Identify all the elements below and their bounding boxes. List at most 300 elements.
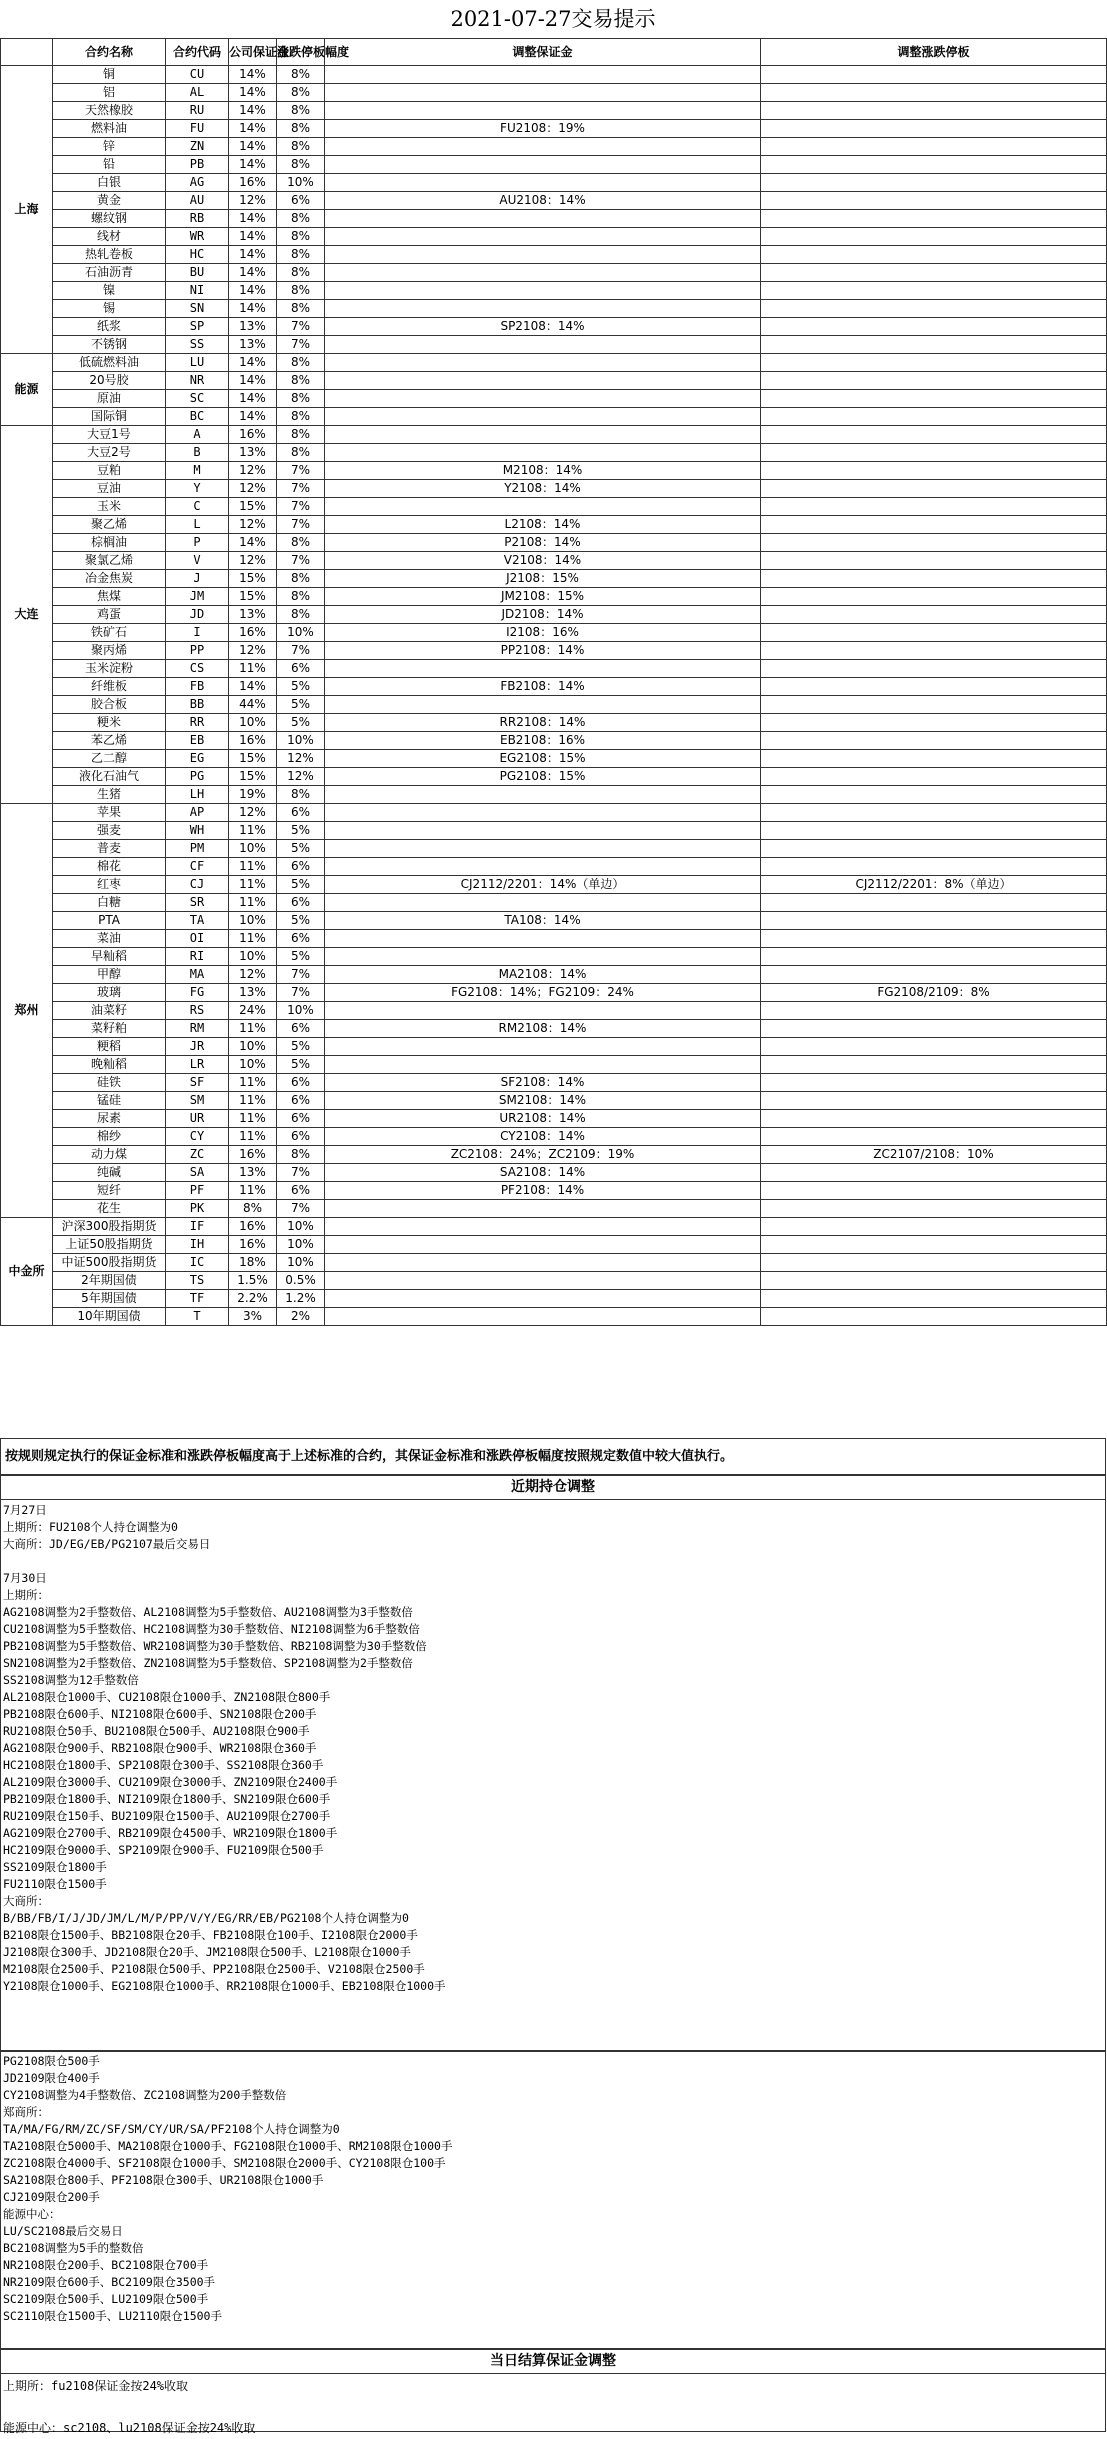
company-margin: 14% [229, 66, 277, 84]
table-row [1, 1236, 1107, 1254]
price-limit: 7% [277, 516, 325, 534]
company-margin: 11% [229, 1074, 277, 1092]
company-margin: 11% [229, 894, 277, 912]
adjusted-limit [761, 1308, 1107, 1326]
price-limit: 8% [277, 66, 325, 84]
contract-code: CJ [166, 876, 229, 894]
adjusted-limit [761, 822, 1107, 840]
adjusted-limit [761, 696, 1107, 714]
adjusted-margin [325, 444, 761, 462]
contract-name: 锡 [53, 300, 166, 318]
adjusted-limit [761, 624, 1107, 642]
price-limit: 6% [277, 1020, 325, 1038]
adjusted-limit [761, 408, 1107, 426]
header-code: 合约代码 [166, 39, 229, 66]
contract-name: 螺纹钢 [53, 210, 166, 228]
adjusted-limit [761, 930, 1107, 948]
price-limit: 8% [277, 246, 325, 264]
table-row [1, 390, 1107, 408]
text-line: 上期所：FU2108个人持仓调整为0 [3, 1520, 178, 1534]
contract-code: ZN [166, 138, 229, 156]
contract-name: 尿素 [53, 1110, 166, 1128]
price-limit: 5% [277, 1056, 325, 1074]
contract-name: 中证500股指期货 [53, 1254, 166, 1272]
table-row [1, 840, 1107, 858]
adjusted-limit [761, 228, 1107, 246]
adjusted-margin: UR2108：14% [325, 1110, 761, 1128]
table-row [1, 282, 1107, 300]
table-row [1, 552, 1107, 570]
adjusted-limit [761, 372, 1107, 390]
price-limit: 5% [277, 912, 325, 930]
adjusted-limit [761, 678, 1107, 696]
table-row [1, 696, 1107, 714]
adjusted-margin [325, 948, 761, 966]
contract-code: PF [166, 1182, 229, 1200]
text-line: ZC2108限仓4000手、SF2108限仓1000手、SM2108限仓2000手、CY2108限仓100手 [3, 2156, 446, 2170]
table-row [1, 246, 1107, 264]
contract-name: 花生 [53, 1200, 166, 1218]
adjusted-margin: JD2108：14% [325, 606, 761, 624]
adjusted-limit [761, 498, 1107, 516]
company-margin: 8% [229, 1200, 277, 1218]
adjusted-margin: MA2108：14% [325, 966, 761, 984]
company-margin: 12% [229, 552, 277, 570]
contract-code: JD [166, 606, 229, 624]
contract-code: L [166, 516, 229, 534]
table-row [1, 372, 1107, 390]
adjusted-limit [761, 84, 1107, 102]
table-row [1, 156, 1107, 174]
contract-code: CS [166, 660, 229, 678]
company-margin: 14% [229, 228, 277, 246]
company-margin: 16% [229, 624, 277, 642]
contract-code: UR [166, 1110, 229, 1128]
price-limit: 2% [277, 1308, 325, 1326]
contract-code: PG [166, 768, 229, 786]
company-margin: 14% [229, 84, 277, 102]
company-margin: 11% [229, 876, 277, 894]
company-margin: 14% [229, 534, 277, 552]
contract-code: CU [166, 66, 229, 84]
table-row [1, 192, 1107, 210]
contract-code: JM [166, 588, 229, 606]
price-limit: 10% [277, 1236, 325, 1254]
contract-code: SS [166, 336, 229, 354]
company-margin: 19% [229, 786, 277, 804]
text-line: LU/SC2108最后交易日 [3, 2224, 123, 2238]
contract-name: 棉花 [53, 858, 166, 876]
adjusted-margin [325, 930, 761, 948]
adjusted-margin: CJ2112/2201：14%（单边） [325, 876, 761, 894]
contract-name: 豆粕 [53, 462, 166, 480]
contract-name: 白糖 [53, 894, 166, 912]
contract-code: ZC [166, 1146, 229, 1164]
company-margin: 14% [229, 408, 277, 426]
exchange-name: 大连 [1, 426, 53, 804]
contract-name: 鸡蛋 [53, 606, 166, 624]
company-margin: 11% [229, 822, 277, 840]
company-margin: 12% [229, 966, 277, 984]
contract-name: 锌 [53, 138, 166, 156]
price-limit: 5% [277, 948, 325, 966]
adjusted-margin [325, 282, 761, 300]
company-margin: 12% [229, 462, 277, 480]
contract-code: PK [166, 1200, 229, 1218]
contract-code: SF [166, 1074, 229, 1092]
adjusted-limit: FG2108/2109：8% [761, 984, 1107, 1002]
table-row [1, 84, 1107, 102]
adjusted-limit [761, 282, 1107, 300]
company-margin: 12% [229, 516, 277, 534]
text-line: Y2108限仓1000手、EG2108限仓1000手、RR2108限仓1000手、EB2108限仓1000手 [3, 1979, 446, 1993]
table-row [1, 174, 1107, 192]
contract-code: WR [166, 228, 229, 246]
adjusted-limit [761, 1020, 1107, 1038]
contract-name: 铅 [53, 156, 166, 174]
table-row [1, 480, 1107, 498]
text-line: SC2110限仓1500手、LU2110限仓1500手 [3, 2309, 222, 2323]
header-exchange [1, 39, 53, 66]
table-row [1, 1200, 1107, 1218]
contract-name: 纸浆 [53, 318, 166, 336]
adjusted-limit [761, 1218, 1107, 1236]
adjusted-limit [761, 750, 1107, 768]
table-row [1, 102, 1107, 120]
text-line: AG2108调整为2手整数倍、AL2108调整为5手整数倍、AU2108调整为3手整数倍 [3, 1605, 413, 1619]
table-row [1, 66, 1107, 84]
adjusted-limit [761, 534, 1107, 552]
contract-code: LH [166, 786, 229, 804]
company-margin: 14% [229, 102, 277, 120]
contract-code: AU [166, 192, 229, 210]
table-row [1, 822, 1107, 840]
text-line: 能源中心：sc2108、lu2108保证金按24%收取 [3, 2421, 256, 2435]
price-limit: 12% [277, 750, 325, 768]
contract-name: 纤维板 [53, 678, 166, 696]
text-line: RU2108限仓50手、BU2108限仓500手、AU2108限仓900手 [3, 1724, 310, 1738]
price-limit: 6% [277, 930, 325, 948]
adjusted-limit [761, 462, 1107, 480]
text-line: HC2109限仓9000手、SP2109限仓900手、FU2109限仓500手 [3, 1843, 324, 1857]
position-title: 近期持仓调整 [1, 1475, 1105, 1500]
contract-name: 线材 [53, 228, 166, 246]
header-adj-margin: 调整保证金 [325, 39, 761, 66]
adjusted-margin [325, 660, 761, 678]
exchange-name: 郑州 [1, 804, 53, 1218]
price-limit: 6% [277, 1074, 325, 1092]
adjusted-limit: CJ2112/2201：8%（单边） [761, 876, 1107, 894]
price-limit: 1.2% [277, 1290, 325, 1308]
adjusted-limit [761, 210, 1107, 228]
position-section [0, 1474, 1106, 2052]
contract-code: C [166, 498, 229, 516]
company-margin: 1.5% [229, 1272, 277, 1290]
price-limit: 5% [277, 1038, 325, 1056]
table-row [1, 1020, 1107, 1038]
contract-name: 粳米 [53, 714, 166, 732]
text-line: CU2108调整为5手整数倍、HC2108调整为30手整数倍、NI2108调整为6手整数倍 [3, 1622, 420, 1636]
contract-name: 热轧卷板 [53, 246, 166, 264]
contract-name: 天然橡胶 [53, 102, 166, 120]
adjusted-margin [325, 138, 761, 156]
contract-name: 粳稻 [53, 1038, 166, 1056]
adjusted-margin: EB2108：16% [325, 732, 761, 750]
contract-name: 苯乙烯 [53, 732, 166, 750]
table-row [1, 1164, 1107, 1182]
text-line: B2108限仓1500手、BB2108限仓20手、FB2108限仓100手、I2108限仓2000手 [3, 1928, 418, 1942]
company-margin: 15% [229, 750, 277, 768]
table-row [1, 660, 1107, 678]
adjusted-margin [325, 210, 761, 228]
price-limit: 8% [277, 1146, 325, 1164]
contract-code: OI [166, 930, 229, 948]
contract-code: TF [166, 1290, 229, 1308]
price-limit: 6% [277, 1110, 325, 1128]
adjusted-limit [761, 192, 1107, 210]
contract-code: MA [166, 966, 229, 984]
table-row [1, 750, 1107, 768]
adjusted-limit [761, 804, 1107, 822]
table-row [1, 858, 1107, 876]
company-margin: 16% [229, 1218, 277, 1236]
text-line: JD2109限仓400手 [3, 2071, 100, 2085]
text-line: PG2108限仓500手 [3, 2054, 100, 2068]
contract-code: RU [166, 102, 229, 120]
adjusted-limit [761, 912, 1107, 930]
contract-name: 硅铁 [53, 1074, 166, 1092]
adjusted-margin: SP2108：14% [325, 318, 761, 336]
adjusted-limit [761, 1056, 1107, 1074]
contract-name: 燃料油 [53, 120, 166, 138]
adjusted-limit [761, 426, 1107, 444]
table-body [1, 66, 1107, 1326]
company-margin: 15% [229, 768, 277, 786]
contract-name: 甲醇 [53, 966, 166, 984]
adjusted-margin: FU2108：19% [325, 120, 761, 138]
adjusted-limit [761, 858, 1107, 876]
exchange-name: 能源 [1, 354, 53, 426]
adjusted-limit [761, 1182, 1107, 1200]
price-limit: 0.5% [277, 1272, 325, 1290]
price-limit: 7% [277, 1164, 325, 1182]
contract-name: PTA [53, 912, 166, 930]
adjusted-margin [325, 1254, 761, 1272]
position-lines [1, 1500, 1105, 1995]
adjusted-margin [325, 372, 761, 390]
price-limit: 7% [277, 336, 325, 354]
adjusted-limit [761, 336, 1107, 354]
contract-name: 棉纱 [53, 1128, 166, 1146]
text-line: RU2109限仓150手、BU2109限仓1500手、AU2109限仓2700手 [3, 1809, 331, 1823]
text-line: SA2108限仓800手、PF2108限仓300手、UR2108限仓1000手 [3, 2173, 324, 2187]
adjusted-margin: V2108：14% [325, 552, 761, 570]
table-row [1, 1074, 1107, 1092]
contract-code: PB [166, 156, 229, 174]
contract-name: 低硫燃料油 [53, 354, 166, 372]
table-row [1, 228, 1107, 246]
contract-name: 锰硅 [53, 1092, 166, 1110]
price-limit: 7% [277, 984, 325, 1002]
table-row [1, 300, 1107, 318]
price-limit: 8% [277, 426, 325, 444]
table-row [1, 588, 1107, 606]
price-limit: 6% [277, 804, 325, 822]
adjusted-limit [761, 444, 1107, 462]
price-limit: 10% [277, 1218, 325, 1236]
adjusted-margin: RR2108：14% [325, 714, 761, 732]
contract-code: I [166, 624, 229, 642]
header-adj-limit: 调整涨跌停板 [761, 39, 1107, 66]
company-margin: 16% [229, 1236, 277, 1254]
table-row [1, 354, 1107, 372]
adjusted-margin [325, 426, 761, 444]
table-row [1, 210, 1107, 228]
adjusted-limit [761, 174, 1107, 192]
contract-code: BU [166, 264, 229, 282]
contract-code: FU [166, 120, 229, 138]
price-limit: 10% [277, 174, 325, 192]
adjusted-margin [325, 786, 761, 804]
contract-name: 聚氯乙烯 [53, 552, 166, 570]
price-limit: 10% [277, 1254, 325, 1272]
contract-code: NR [166, 372, 229, 390]
company-margin: 14% [229, 678, 277, 696]
text-line: SS2108调整为12手整数倍 [3, 1673, 139, 1687]
contract-name: 胶合板 [53, 696, 166, 714]
company-margin: 14% [229, 264, 277, 282]
contract-name: 油菜籽 [53, 1002, 166, 1020]
contract-code: PP [166, 642, 229, 660]
table-row [1, 714, 1107, 732]
adjusted-limit [761, 660, 1107, 678]
price-limit: 8% [277, 372, 325, 390]
company-margin: 11% [229, 660, 277, 678]
header-name: 合约名称 [53, 39, 166, 66]
text-line [3, 1553, 1103, 1570]
contract-code: SC [166, 390, 229, 408]
adjusted-margin [325, 1308, 761, 1326]
contract-code: WH [166, 822, 229, 840]
text-line: TA/MA/FG/RM/ZC/SF/SM/CY/UR/SA/PF2108个人持仓调整为0 [3, 2122, 340, 2136]
price-limit: 7% [277, 318, 325, 336]
company-margin: 13% [229, 984, 277, 1002]
company-margin: 12% [229, 804, 277, 822]
adjusted-margin [325, 408, 761, 426]
adjusted-limit [761, 102, 1107, 120]
text-line: FU2110限仓1500手 [3, 1877, 107, 1891]
table-row [1, 1254, 1107, 1272]
adjusted-margin [325, 300, 761, 318]
contract-name: 原油 [53, 390, 166, 408]
table-row [1, 534, 1107, 552]
contract-name: 红枣 [53, 876, 166, 894]
price-limit: 5% [277, 840, 325, 858]
table-row [1, 318, 1107, 336]
price-limit: 8% [277, 588, 325, 606]
adjusted-limit [761, 768, 1107, 786]
contract-name: 液化石油气 [53, 768, 166, 786]
contract-code: A [166, 426, 229, 444]
price-limit: 7% [277, 462, 325, 480]
contract-name: 动力煤 [53, 1146, 166, 1164]
price-limit: 6% [277, 858, 325, 876]
company-margin: 13% [229, 1164, 277, 1182]
price-limit: 6% [277, 1182, 325, 1200]
table-row [1, 1272, 1107, 1290]
price-limit: 5% [277, 876, 325, 894]
adjusted-margin [325, 156, 761, 174]
contract-name: 普麦 [53, 840, 166, 858]
contract-code: RI [166, 948, 229, 966]
price-limit: 6% [277, 1128, 325, 1146]
adjusted-limit [761, 588, 1107, 606]
adjusted-margin: PG2108：15% [325, 768, 761, 786]
adjusted-margin [325, 264, 761, 282]
adjusted-limit [761, 1038, 1107, 1056]
adjusted-limit [761, 552, 1107, 570]
contract-name: 10年期国债 [53, 1308, 166, 1326]
adjusted-limit [761, 1110, 1107, 1128]
text-line: AL2108限仓1000手、CU2108限仓1000手、ZN2108限仓800手 [3, 1690, 331, 1704]
text-line: 大商所： [3, 1894, 49, 1908]
table-row [1, 678, 1107, 696]
adjusted-margin: SF2108：14% [325, 1074, 761, 1092]
table-row [1, 930, 1107, 948]
contract-name: 豆油 [53, 480, 166, 498]
table-row [1, 516, 1107, 534]
company-margin: 11% [229, 1110, 277, 1128]
contract-code: M [166, 462, 229, 480]
company-margin: 16% [229, 426, 277, 444]
company-margin: 11% [229, 1092, 277, 1110]
table-row [1, 138, 1107, 156]
company-margin: 11% [229, 858, 277, 876]
adjusted-limit [761, 642, 1107, 660]
text-line: SC2109限仓500手、LU2109限仓500手 [3, 2292, 209, 2306]
contract-code: RM [166, 1020, 229, 1038]
price-limit: 8% [277, 102, 325, 120]
price-limit: 10% [277, 624, 325, 642]
header-margin: 公司保证金 [229, 39, 277, 66]
contract-name: 石油沥青 [53, 264, 166, 282]
price-limit: 5% [277, 714, 325, 732]
contract-name: 玻璃 [53, 984, 166, 1002]
table-row [1, 876, 1107, 894]
adjusted-margin [325, 246, 761, 264]
company-margin: 16% [229, 732, 277, 750]
price-limit: 7% [277, 498, 325, 516]
table-row [1, 624, 1107, 642]
adjusted-margin: SA2108：14% [325, 1164, 761, 1182]
adjusted-limit [761, 66, 1107, 84]
contract-code: JR [166, 1038, 229, 1056]
text-line: TA2108限仓5000手、MA2108限仓1000手、FG2108限仓1000手、RM2108限仓1000手 [3, 2139, 453, 2153]
price-limit: 6% [277, 192, 325, 210]
price-limit: 5% [277, 696, 325, 714]
price-limit: 8% [277, 390, 325, 408]
company-margin: 10% [229, 1038, 277, 1056]
company-margin: 24% [229, 1002, 277, 1020]
table-row [1, 984, 1107, 1002]
text-line: NR2109限仓600手、BC2109限仓3500手 [3, 2275, 216, 2289]
contract-code: LR [166, 1056, 229, 1074]
contract-code: RR [166, 714, 229, 732]
contract-code: PM [166, 840, 229, 858]
company-margin: 14% [229, 300, 277, 318]
price-limit: 7% [277, 966, 325, 984]
company-margin: 14% [229, 390, 277, 408]
